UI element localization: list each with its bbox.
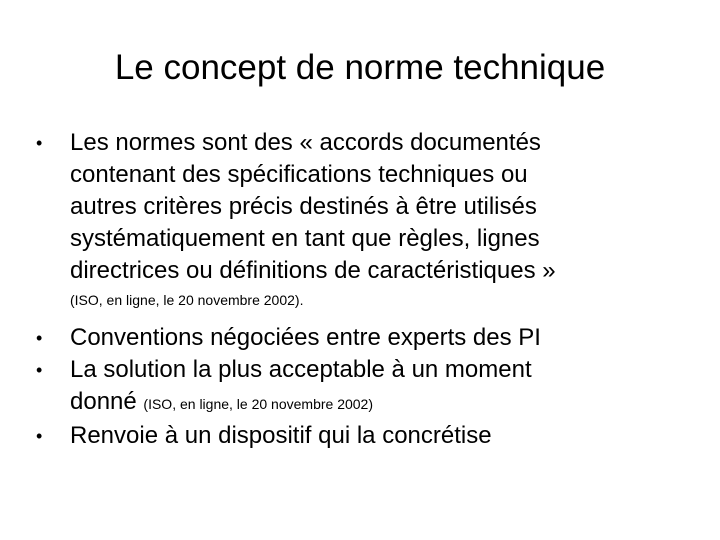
bullet-text-line: Les normes sont des « accords documentés (70, 129, 541, 156)
bullet-item-acceptable-solution (36, 354, 676, 420)
slide-title: Le concept de norme technique (114, 48, 606, 87)
bullet-text-line: Conventions négociées entre experts des PI (70, 324, 541, 351)
bullet-text-line: directrices ou définitions de caractéristiques » (70, 257, 556, 284)
bullet-text-line: La solution la plus acceptable à un moment (70, 356, 532, 383)
citation-text: (ISO, en ligne, le 20 novembre 2002) (143, 396, 373, 412)
bullet-marker: • (36, 360, 43, 380)
bullet-item-conventions (36, 322, 676, 354)
bullet-marker: • (36, 133, 43, 153)
bullet-text-line: Renvoie à un dispositif qui la concrétise (70, 422, 492, 449)
bullet-text-line-with-citation (70, 386, 676, 420)
bullet-text-line: systématiquement en tant que règles, lignes (70, 225, 540, 252)
bullet-item-device (36, 420, 676, 452)
bullet-text: donné (70, 388, 137, 415)
bullet-list (36, 127, 676, 452)
bullet-marker: • (36, 426, 43, 446)
bullet-item-standards-definition (36, 127, 676, 313)
spacer (36, 313, 676, 322)
citation-text: (ISO, en ligne, le 20 novembre 2002). (70, 292, 304, 308)
bullet-text-line: contenant des spécifications techniques ou (70, 161, 528, 188)
bullet-text-line: autres critères précis destinés à être utilisés (70, 193, 537, 220)
bullet-marker: • (36, 328, 43, 348)
